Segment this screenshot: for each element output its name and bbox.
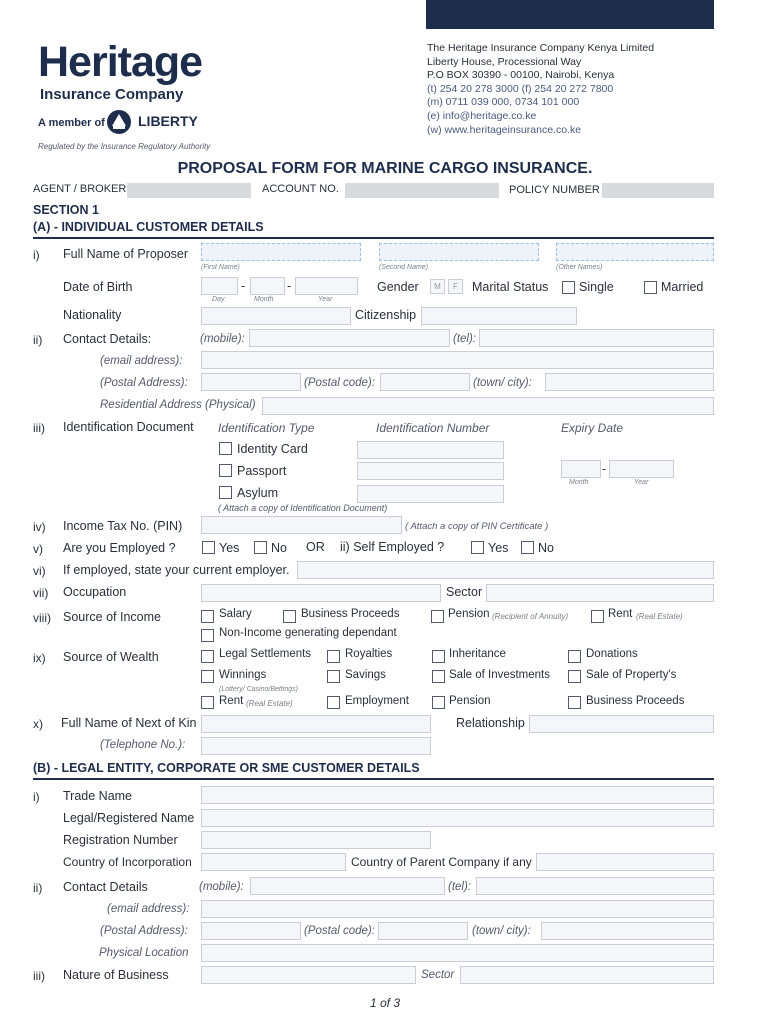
email-label: (email address): xyxy=(100,355,183,367)
item-number: iv) xyxy=(33,520,46,534)
other-names-hint: (Other Names) xyxy=(556,264,603,271)
b-mobile-label: (mobile): xyxy=(199,881,244,893)
item-number: ii) xyxy=(33,333,43,347)
inheritance-checkbox[interactable] xyxy=(432,650,445,663)
business-proceeds-wealth-label: Business Proceeds xyxy=(586,695,685,707)
town-label: (town/ city): xyxy=(473,377,532,389)
identity-card-label: Identity Card xyxy=(237,442,308,456)
company-name: The Heritage Insurance Company Kenya Limited xyxy=(427,42,655,54)
day-hint: Day xyxy=(212,296,225,303)
pension-label: Pension xyxy=(448,608,490,620)
second-name-hint: (Second Name) xyxy=(379,264,429,271)
id-number-field-1[interactable] xyxy=(357,441,504,459)
section-a-divider xyxy=(33,237,714,239)
asylum-checkbox[interactable] xyxy=(219,486,232,499)
postal-address-field[interactable] xyxy=(201,373,301,391)
item-number: iii) xyxy=(33,969,45,983)
self-employed-no-label: No xyxy=(538,541,554,555)
winnings-label: Winnings xyxy=(219,669,267,681)
rent-label: Rent xyxy=(608,608,633,620)
website-line: (w) www.heritageinsurance.co.ke xyxy=(427,123,582,136)
second-name-field[interactable] xyxy=(379,243,539,261)
employment-checkbox[interactable] xyxy=(327,696,340,709)
self-employed-yes-label: Yes xyxy=(488,541,509,555)
item-number: viii) xyxy=(33,611,51,625)
relationship-label: Relationship xyxy=(456,716,525,730)
dob-year-field[interactable] xyxy=(295,277,358,295)
regulated-text: Regulated by the Insurance Regulatory Authority xyxy=(38,142,211,151)
relationship-field[interactable] xyxy=(529,715,714,733)
page-number: 1 of 3 xyxy=(369,996,401,1010)
item-number: ii) xyxy=(33,881,43,895)
first-name-hint: (First Name) xyxy=(201,264,240,271)
expiry-dash: - xyxy=(602,462,607,476)
logo-subtitle: Insurance Company xyxy=(40,86,184,103)
employed-label: Are you Employed ? xyxy=(63,541,176,555)
tel-label: (tel): xyxy=(453,333,476,345)
item-number: x) xyxy=(33,717,43,731)
rent-note: (Real Estate) xyxy=(636,612,683,621)
postal-code-field[interactable] xyxy=(380,373,470,391)
or-label: OR xyxy=(306,540,325,554)
gender-f-box[interactable]: F xyxy=(448,279,463,294)
item-number: vi) xyxy=(33,564,46,578)
b-postal-code-label: (Postal code): xyxy=(304,925,375,937)
liberty-icon xyxy=(106,109,132,135)
item-number: i) xyxy=(33,248,40,262)
expiry-year-hint: Year xyxy=(634,479,649,486)
winnings-checkbox[interactable] xyxy=(201,670,214,683)
policy-number-field[interactable] xyxy=(602,183,714,198)
legal-name-label: Legal/Registered Name xyxy=(63,811,195,825)
passport-checkbox[interactable] xyxy=(219,464,232,477)
id-number-field-2[interactable] xyxy=(357,462,504,480)
salary-label: Salary xyxy=(219,608,252,620)
self-employed-no-checkbox[interactable] xyxy=(521,541,534,554)
legal-name-field[interactable] xyxy=(201,809,714,827)
country-parent-field[interactable] xyxy=(536,853,714,871)
item-number: i) xyxy=(33,790,40,804)
winnings-note: (Lottery/ Casino/Bettings) xyxy=(219,686,298,693)
salary-checkbox[interactable] xyxy=(201,610,214,623)
source-income-label: Source of Income xyxy=(63,610,161,624)
royalties-checkbox[interactable] xyxy=(327,650,340,663)
nature-business-label: Nature of Business xyxy=(63,968,169,982)
self-employed-label: ii) Self Employed ? xyxy=(340,540,445,554)
sale-property-label: Sale of Property's xyxy=(586,669,677,681)
pension-note: (Recipient of Annuity) xyxy=(492,612,569,621)
married-label: Married xyxy=(661,280,704,294)
dob-dash: - xyxy=(241,279,246,293)
trade-name-label: Trade Name xyxy=(63,789,133,803)
mobile-field[interactable] xyxy=(249,329,450,347)
pension-checkbox[interactable] xyxy=(431,610,444,623)
b-postal-address-field[interactable] xyxy=(201,922,301,940)
asylum-label: Asylum xyxy=(237,486,278,500)
nature-business-field[interactable] xyxy=(201,966,416,984)
agent-broker-label: AGENT / BROKER xyxy=(33,183,127,195)
single-checkbox[interactable] xyxy=(562,281,575,294)
id-document-label: Identification Document xyxy=(63,420,194,434)
country-incorporation-label: Country of Incorporation xyxy=(63,855,192,869)
sale-investments-label: Sale of Investments xyxy=(449,669,550,681)
item-number: v) xyxy=(33,542,43,556)
dob-day-field[interactable] xyxy=(201,277,238,295)
company-address xyxy=(427,42,654,137)
section-b-heading: (B) - LEGAL ENTITY, CORPORATE OR SME CUSTOMER DETAILS xyxy=(33,761,420,775)
gender-m-box[interactable]: M xyxy=(430,279,445,294)
expiry-year-field[interactable] xyxy=(609,460,674,478)
member-of-label: A member of xyxy=(38,117,105,129)
nationality-label: Nationality xyxy=(63,308,122,322)
rent-wealth-note: (Real Estate) xyxy=(246,699,293,708)
other-names-field[interactable] xyxy=(556,243,714,261)
b-tel-field[interactable] xyxy=(476,877,714,895)
royalties-label: Royalties xyxy=(345,648,393,660)
residential-field[interactable] xyxy=(262,397,714,415)
year-hint: Year xyxy=(318,296,333,303)
employed-yes-label: Yes xyxy=(219,541,240,555)
tel-field[interactable] xyxy=(479,329,714,347)
sector-field[interactable] xyxy=(486,584,714,602)
gender-label: Gender xyxy=(377,280,419,294)
policy-number-label: POLICY NUMBER xyxy=(509,184,600,196)
country-incorporation-field[interactable] xyxy=(201,853,346,871)
citizenship-label: Citizenship xyxy=(355,308,417,322)
email-field[interactable] xyxy=(201,351,714,369)
trade-name-field[interactable] xyxy=(201,786,714,804)
telephone-label: (Telephone No.): xyxy=(100,739,186,751)
logo-wordmark: Heritage xyxy=(38,38,203,86)
savings-checkbox[interactable] xyxy=(327,670,340,683)
b-contact-label: Contact Details xyxy=(63,880,148,894)
b-town-label: (town/ city): xyxy=(472,925,531,937)
first-name-field[interactable] xyxy=(201,243,361,261)
occupation-label: Occupation xyxy=(63,585,127,599)
legal-settlements-checkbox[interactable] xyxy=(201,650,214,663)
contact-details-label: Contact Details: xyxy=(63,332,152,346)
dob-month-field[interactable] xyxy=(250,277,285,295)
address-line-1: Liberty House, Processional Way xyxy=(427,55,582,68)
next-of-kin-label: Full Name of Next of Kin xyxy=(61,716,197,730)
rent-wealth-checkbox[interactable] xyxy=(201,696,214,709)
country-parent-label: Country of Parent Company if any xyxy=(351,855,532,869)
non-income-checkbox[interactable] xyxy=(201,629,214,642)
employer-field[interactable] xyxy=(297,561,714,579)
b-postal-code-field[interactable] xyxy=(378,922,468,940)
account-no-label: ACCOUNT NO. xyxy=(262,183,339,195)
expiry-month-hint: Month xyxy=(569,479,589,486)
citizenship-field[interactable] xyxy=(421,307,577,325)
business-proceeds-checkbox[interactable] xyxy=(283,610,296,623)
employed-no-checkbox[interactable] xyxy=(254,541,267,554)
pension-wealth-label: Pension xyxy=(449,695,491,707)
b-tel-label: (tel): xyxy=(448,881,471,893)
account-no-field[interactable] xyxy=(345,183,499,198)
residential-label: Residential Address (Physical) xyxy=(100,399,256,411)
business-proceeds-wealth-checkbox[interactable] xyxy=(568,696,581,709)
telephone-field[interactable] xyxy=(201,737,431,755)
reg-number-label: Registration Number xyxy=(63,833,178,847)
id-number-heading: Identification Number xyxy=(376,421,490,435)
section-b-divider xyxy=(33,778,714,780)
pension-wealth-checkbox[interactable] xyxy=(432,696,445,709)
phone-line: (t) 254 20 278 3000 (f) 254 20 272 7800 xyxy=(427,82,614,95)
postal-address-label: (Postal Address): xyxy=(100,377,188,389)
form-title: PROPOSAL FORM FOR MARINE CARGO INSURANCE. xyxy=(177,160,593,177)
expiry-heading: Expiry Date xyxy=(561,421,624,435)
header-bar xyxy=(426,0,714,29)
next-of-kin-field[interactable] xyxy=(201,715,431,733)
address-line-2: P.O BOX 30390 - 00100, Nairobi, Kenya xyxy=(427,69,615,82)
donations-checkbox[interactable] xyxy=(568,650,581,663)
b-postal-address-label: (Postal Address): xyxy=(100,925,188,937)
rent-checkbox[interactable] xyxy=(591,610,604,623)
employment-label: Employment xyxy=(345,695,409,707)
donations-label: Donations xyxy=(586,648,638,660)
nationality-field[interactable] xyxy=(201,307,351,325)
month-hint: Month xyxy=(254,296,274,303)
rent-wealth-label: Rent xyxy=(219,695,244,707)
identity-card-checkbox[interactable] xyxy=(219,442,232,455)
town-field[interactable] xyxy=(545,373,714,391)
married-checkbox[interactable] xyxy=(644,281,657,294)
b-sector-label: Sector xyxy=(421,969,455,981)
non-income-label: Non-Income generating dependant xyxy=(219,627,397,639)
id-number-field-3[interactable] xyxy=(357,485,504,503)
single-label: Single xyxy=(579,280,614,294)
full-name-label: Full Name of Proposer xyxy=(63,247,189,261)
self-employed-yes-checkbox[interactable] xyxy=(471,541,484,554)
marital-status-label: Marital Status xyxy=(472,280,549,294)
business-proceeds-label: Business Proceeds xyxy=(301,608,400,620)
item-number: iii) xyxy=(33,421,45,435)
legal-settlements-label: Legal Settlements xyxy=(219,648,312,660)
id-type-heading: Identification Type xyxy=(218,421,315,435)
physical-location-label: Physical Location xyxy=(99,947,189,959)
sector-label: Sector xyxy=(446,585,483,599)
b-sector-field[interactable] xyxy=(460,966,714,984)
liberty-label: LIBERTY xyxy=(138,113,198,129)
agent-broker-field[interactable] xyxy=(127,183,251,198)
source-wealth-label: Source of Wealth xyxy=(63,650,159,664)
employed-no-label: No xyxy=(271,541,287,555)
savings-label: Savings xyxy=(345,669,386,681)
reg-number-field[interactable] xyxy=(201,831,431,849)
pin-field[interactable] xyxy=(201,516,402,534)
email-line: (e) info@heritage.co.ke xyxy=(427,109,537,122)
attach-id-note: ( Attach a copy of Identification Document) xyxy=(218,503,388,513)
section-1-heading: SECTION 1 xyxy=(33,203,99,217)
inheritance-label: Inheritance xyxy=(449,648,506,660)
pin-label: Income Tax No. (PIN) xyxy=(63,519,183,533)
b-town-field[interactable] xyxy=(541,922,714,940)
postal-code-label: (Postal code): xyxy=(304,377,375,389)
mobile-line: (m) 0711 039 000, 0734 101 000 xyxy=(427,96,580,109)
attach-pin-note: ( Attach a copy of PIN Certificate ) xyxy=(405,521,549,532)
employed-yes-checkbox[interactable] xyxy=(202,541,215,554)
dob-label: Date of Birth xyxy=(63,280,133,294)
item-number: ix) xyxy=(33,651,46,665)
section-a-heading: (A) - INDIVIDUAL CUSTOMER DETAILS xyxy=(33,220,264,234)
b-email-field[interactable] xyxy=(201,900,714,918)
sale-investments-checkbox[interactable] xyxy=(432,670,445,683)
b-email-label: (email address): xyxy=(107,903,190,915)
employer-label: If employed, state your current employer. xyxy=(63,563,290,577)
occupation-field[interactable] xyxy=(201,584,441,602)
sale-property-checkbox[interactable] xyxy=(568,670,581,683)
physical-location-field[interactable] xyxy=(201,944,714,962)
dob-dash: - xyxy=(287,279,292,293)
passport-label: Passport xyxy=(237,464,287,478)
b-mobile-field[interactable] xyxy=(250,877,445,895)
item-number: vii) xyxy=(33,586,49,600)
mobile-label: (mobile): xyxy=(200,333,245,345)
expiry-month-field[interactable] xyxy=(561,460,601,478)
